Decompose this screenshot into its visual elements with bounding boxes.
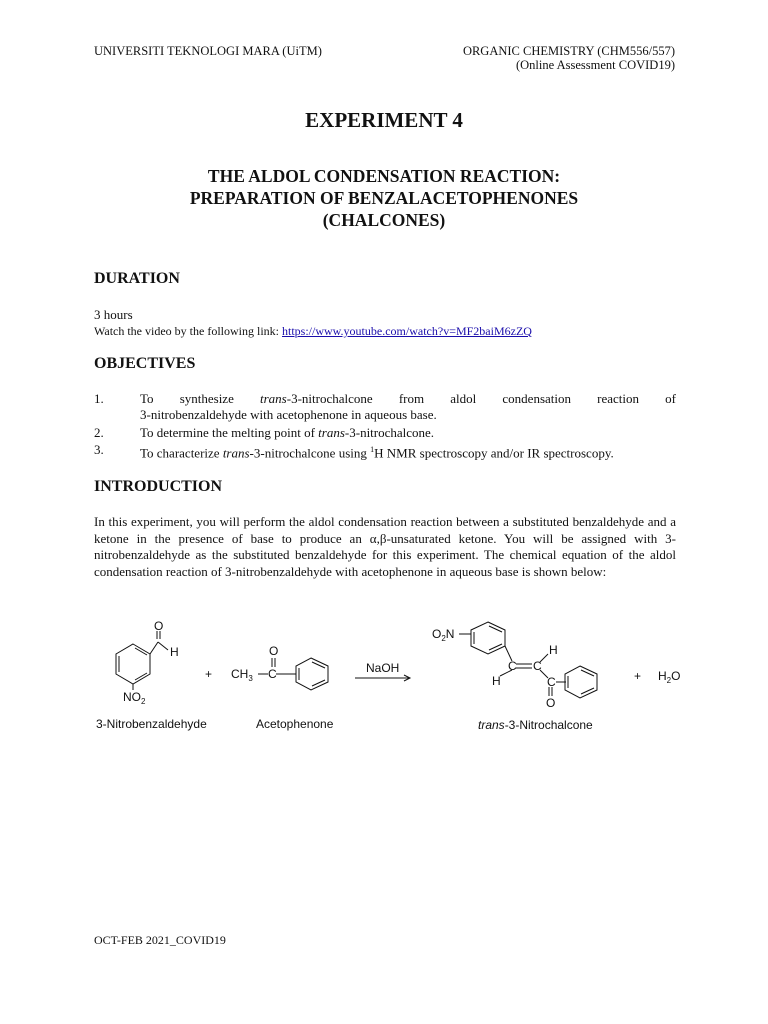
objective-number: 3. xyxy=(94,442,104,457)
objective-number: 1. xyxy=(94,391,104,406)
product-nitro-label: $O_2N$ xyxy=(432,627,455,643)
objective-text: To characterize trans-3-nitrochalcone using $^1$H NMR spectroscopy and/or IR spectroscopy. xyxy=(140,445,614,461)
duration-hours: 3 hours xyxy=(94,307,133,322)
benzene-ring-product-1 xyxy=(471,622,505,654)
alkene-hydrogen-2-label: H xyxy=(549,643,558,657)
reaction-scheme xyxy=(0,610,768,740)
objective-item-1 xyxy=(94,391,676,423)
product-name: trans-3-Nitrochalcone xyxy=(478,718,593,732)
objective-text: To synthesize trans-3-nitrochalcone from aldol condensation reaction of xyxy=(140,391,677,406)
benzene-ring-product-2 xyxy=(565,666,597,698)
reagent-label: NaOH xyxy=(366,661,400,675)
product-oxygen-label: O xyxy=(546,696,556,710)
plus-sign-1: + xyxy=(205,667,213,681)
objective-text-line-2: 3-nitrobenzaldehyde with acetophenone in aqueous base. xyxy=(140,407,437,422)
objectives-heading: OBJECTIVES xyxy=(94,355,196,372)
objective-item-3 xyxy=(94,442,676,461)
introduction-heading: INTRODUCTION xyxy=(94,478,223,495)
carbonyl-carbon-label: C xyxy=(268,667,277,681)
aldehyde-hydrogen-label: H xyxy=(170,645,179,659)
product-carbonyl-carbon-label: C xyxy=(547,675,556,689)
plus-sign-2: + xyxy=(634,669,642,683)
header-course-code: ORGANIC CHEMISTRY (CHM556/557) xyxy=(462,44,675,58)
subtitle-line-2: PREPARATION OF BENZALACETOPHENONES xyxy=(189,188,579,208)
alkene-carbon-2-label: C xyxy=(533,659,542,673)
subtitle-line-1: THE ALDOL CONDENSATION REACTION: xyxy=(207,166,561,186)
experiment-subtitle xyxy=(0,165,768,231)
alkene-carbon-1-label: C xyxy=(508,659,517,673)
water-label: $H_2O$ xyxy=(658,669,681,685)
video-text: Watch the video by the following link: xyxy=(94,324,282,338)
introduction-paragraph: In this experiment, you will perform the aldol condensation reaction between a substituted benzaldehyde and a ketone in the presence of base to produce an α,β-unsaturated ketone. You will be assigned with 3-nitrobenzaldehyde as the substituted benzaldehyde for this experiment. The chemical equation of the aldol condensation reaction of 3-nitrobenzaldehyde with acetophenone in aqueous base is shown below: xyxy=(94,514,676,579)
nitro-group-label: $NO_2$ xyxy=(123,690,146,706)
video-line xyxy=(94,324,532,338)
reactant-1-name: 3-Nitrobenzaldehyde xyxy=(96,717,207,731)
duration-heading: DURATION xyxy=(94,270,180,287)
benzene-ring-reactant-2 xyxy=(296,658,328,690)
header-course xyxy=(463,44,675,72)
reactant-2-name: Acetophenone xyxy=(256,717,334,731)
objective-item-2 xyxy=(94,425,676,441)
aldehyde-oxygen-label: O xyxy=(154,619,164,633)
header-university: UNIVERSITI TEKNOLOGI MARA (UiTM) xyxy=(94,44,322,58)
benzene-ring-reactant-1 xyxy=(116,644,150,684)
ketone-oxygen-label: O xyxy=(269,644,279,658)
video-link[interactable]: https://www.youtube.com/watch?v=MF2baiM6zZQ xyxy=(282,324,532,338)
methyl-group-label: $CH_3$ xyxy=(231,667,253,683)
header-assessment: (Online Assessment COVID19) xyxy=(515,58,675,72)
subtitle-line-3: (CHALCONES) xyxy=(322,210,446,230)
objective-text: To determine the melting point of trans-3-nitrochalcone. xyxy=(140,425,435,440)
footer-session: OCT-FEB 2021_COVID19 xyxy=(94,933,226,947)
objective-number: 2. xyxy=(94,425,104,440)
experiment-title: EXPERIMENT 4 xyxy=(305,108,463,132)
alkene-hydrogen-1-label: H xyxy=(492,674,501,688)
